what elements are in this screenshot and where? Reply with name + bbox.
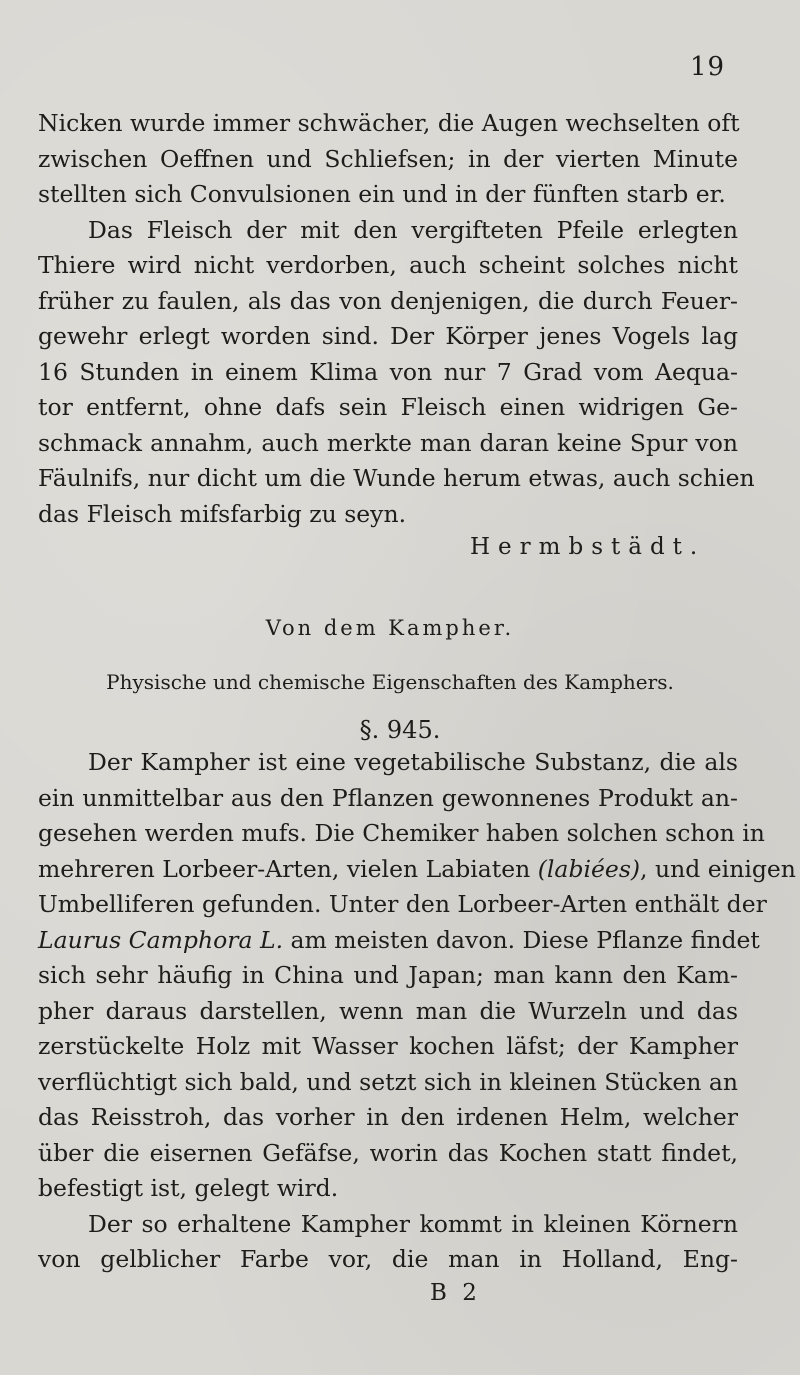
text-line: befestigt ist, gelegt wird. xyxy=(38,1174,339,1202)
text-fragment: mehreren Lorbeer-Arten, vielen Labiaten xyxy=(38,854,531,883)
text-fragment: , und einigen xyxy=(640,854,796,883)
author-signature: Hermbstädt. xyxy=(470,534,706,560)
text-line: gesehen werden mufs. Die Chemiker haben solchen schon in xyxy=(38,819,765,847)
text-line: Der Kampher ist eine vegetabilische Substanz, die als xyxy=(88,748,738,776)
text-line: gewehr erlegt worden sind. Der Körper jenes Vogels lag xyxy=(38,322,738,350)
text-line: von gelblicher Farbe vor, die man in Holland, Eng- xyxy=(38,1245,738,1273)
text-line: tor entfernt, ohne dafs sein Fleisch einen widrigen Ge- xyxy=(38,393,738,421)
text-line xyxy=(38,923,760,959)
text-line: zerstückelte Holz mit Wasser kochen läfst; der Kampher xyxy=(38,1032,738,1060)
text-line: das Reisstroh, das vorher in den irdenen Helm, welcher xyxy=(38,1103,738,1131)
text-line: 16 Stunden in einem Klima von nur 7 Grad vom Aequa- xyxy=(38,357,738,386)
paragraph-2 xyxy=(38,745,796,1278)
text-line: ein unmittelbar aus den Pflanzen gewonnenes Produkt an- xyxy=(38,783,738,812)
text-line: pher daraus darstellen, wenn man die Wurzeln und das xyxy=(38,996,738,1025)
section-subheading: Physische und chemische Eigenschaften des Kamphers. xyxy=(106,670,674,694)
text-line: Nicken wurde immer schwächer, die Augen wechselten oft xyxy=(38,109,740,137)
text-line: Das Fleisch der mit den vergifteten Pfeile erlegten xyxy=(88,215,738,244)
text-fragment-italic: (labiées) xyxy=(537,854,641,883)
text-line: das Fleisch mifsfarbig zu seyn. xyxy=(38,499,407,528)
text-line: stellten sich Convulsionen ein und in der fünften starb er. xyxy=(38,180,726,208)
section-heading: Von dem Kampher. xyxy=(265,616,515,640)
text-fragment-italic: Laurus Camphora L. xyxy=(38,925,284,954)
text-line: sich sehr häufig in China und Japan; man kann den Kam- xyxy=(38,961,738,989)
text-line: Thiere wird nicht verdorben, auch scheint solches nicht xyxy=(38,251,738,279)
signature-mark: B 2 xyxy=(430,1280,481,1306)
text-line: Der so erhaltene Kampher kommt in kleinen Körnern xyxy=(88,1209,738,1238)
text-fragment: am meisten davon. Diese Pflanze findet xyxy=(283,925,760,954)
text-line: schmack annahm, auch merkte man daran keine Spur von xyxy=(38,428,738,457)
text-line: zwischen Oeffnen und Schliefsen; in der vierten Minute xyxy=(38,144,738,173)
text-line xyxy=(38,852,796,888)
text-line: über die eisernen Gefäfse, worin das Kochen statt findet, xyxy=(38,1138,738,1167)
page-number: 19 xyxy=(690,52,726,82)
paragraph-1 xyxy=(38,106,755,532)
text-line: früher zu faulen, als das von denjenigen, die durch Feuer- xyxy=(38,286,738,315)
section-number: §. 945. xyxy=(359,716,441,744)
text-line: Umbelliferen gefunden. Unter den Lorbeer-Arten enthält der xyxy=(38,890,767,918)
text-line: Fäulnifs, nur dicht um die Wunde herum etwas, auch schien xyxy=(38,464,755,492)
text-line: verflüchtigt sich bald, und setzt sich in kleinen Stücken an xyxy=(38,1067,738,1096)
